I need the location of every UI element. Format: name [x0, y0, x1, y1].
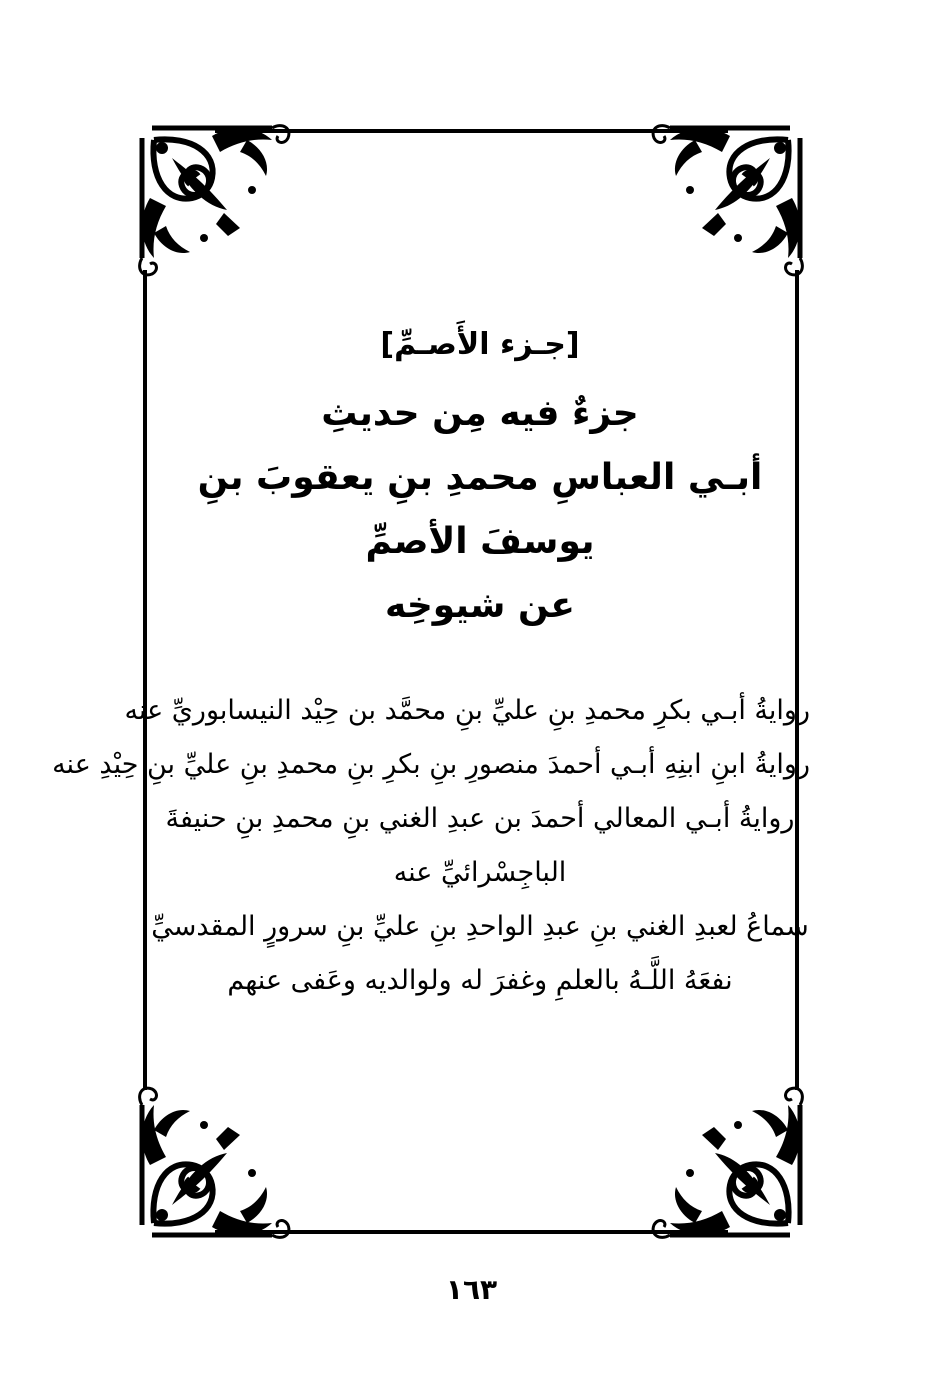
page-number: ١٦٣ [445, 1273, 498, 1306]
narration-line-1: روايةُ أبـي بكرِ محمدِ بنِ عليِّ بنِ محمَّد بن حِيْد النيسابوريِّ عنه [124, 695, 810, 726]
narration-chain [52, 684, 810, 1008]
narration-line-4: الباجِسْرائيِّ عنه [393, 857, 567, 888]
section-bracket-title: [جـزء الأَصـمِّ] [380, 327, 580, 362]
narration-line-3: روايةُ أبـي المعالي أحمدَ بن عبدِ الغني بنِ محمدِ بنِ حنيفةَ [165, 803, 795, 834]
narration-line-6: نفعَهُ اللَّـهُ بالعلمِ وغفرَ له ولوالديه وعَفى عنهم [227, 965, 733, 996]
book-title [150, 382, 810, 638]
book-title-line-1: جزءٌ فيه مِن حديثِ [321, 393, 639, 434]
narration-line-5: سماعُ لعبدِ الغني بنِ عبدِ الواحدِ بنِ عليِّ بنِ سرورٍ المقدسيِّ [151, 911, 809, 942]
narration-line-2: روايةُ ابنِ ابنِهِ أبـي أحمدَ منصورِ بنِ بكرِ بنِ محمدِ بنِ عليِّ بنِ حِيْدِ عنه [52, 749, 810, 780]
book-title-line-3: عن شيوخِه [385, 585, 575, 626]
page-content [52, 320, 810, 1008]
corner-ornament-bottom-right [653, 1088, 802, 1237]
book-title-line-2: أبـي العباسِ محمدِ بنِ يعقوبَ بنِ يوسفَ الأصمِّ [197, 457, 763, 562]
corner-ornament-top-right [653, 126, 802, 275]
corner-ornament-top-left [140, 126, 289, 275]
corner-ornament-bottom-left [140, 1088, 289, 1237]
